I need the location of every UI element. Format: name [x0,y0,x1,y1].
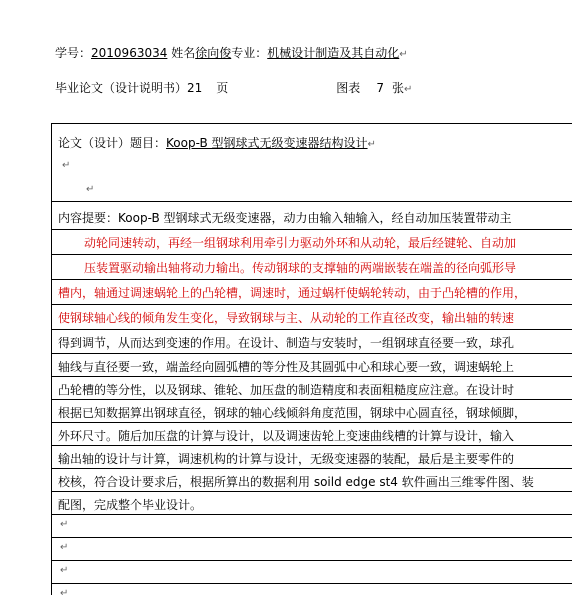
abstract-line [52,469,572,492]
abstract-text-5: 得到调节，从而达到变速的作用。在设计、制造与安装时，一组钢球直径要一致，球孔 [58,336,515,350]
title-text [58,134,376,151]
abstract-line [52,400,572,423]
paragraph-mark-icon: ↵ [62,160,71,171]
pages-unit: 页 [216,81,229,95]
student-info-line [55,44,408,61]
name-label: 姓名 [167,46,196,60]
abstract-line [52,305,572,330]
abstract-line [52,330,572,354]
abstract-line [52,280,572,305]
abstract-text-6: 轴线与直径要一致，端盖经向圆弧槽的等分性及其圆弧中心和球心要一致，调速蜗轮上 [58,360,515,374]
abstract-line [52,255,572,280]
abstract-text-0: Koop-B 型钢球式无级变速器，动力由输入轴输入，经自动加压装置带动主 [118,211,512,225]
abstract-label: 内容提要： [58,211,119,225]
student-name-value: 徐向俊 [195,46,232,60]
title-cell [52,124,572,202]
paragraph-mark-icon: ↵ [86,184,95,195]
paragraph-mark-icon: ↵ [60,565,69,576]
abstract-text-7: 凸轮槽的等分性，以及钢球、锥轮、加压盘的制造精度和表面粗糙度应注意。在设计时 [58,383,515,397]
abstract-text-4: 使钢球轴心线的倾角发生变化，导致钢球与主、从动轮的工作直径改变，输出轴的转速 [58,311,515,325]
abstract-text-12: 配图，完成整个毕业设计。 [58,498,203,512]
abstract-text [58,209,512,226]
figures-count: 7 [376,81,384,95]
abstract-text-10: 输出轴的设计与计算，调速机构的计算与设计，无级变速器的装配，最后是主要零件的 [58,452,515,466]
paragraph-mark-icon: ↵ [367,139,376,150]
paragraph-mark-icon: ↵ [403,84,413,95]
paragraph-mark-icon: ↵ [399,49,408,60]
paragraph-mark-icon: ↵ [60,542,69,553]
major-value: 机械设计制造及其自动化 [267,46,400,60]
paragraph-mark-icon: ↵ [60,588,69,595]
abstract-line [52,377,572,400]
student-id-label: 学号： [55,46,92,60]
title-label: 论文（设计）题目： [58,136,167,150]
figures-label: 图表 [336,81,361,95]
abstract-text-1: 动轮同速转动，再经一组钢球利用牵引力驱动外环和从动轮，最后经键轮、自动加 [84,236,517,250]
abstract-text-3: 槽内，轴通过调速蜗轮上的凸轮槽，调速时，通过蜗杆使蜗轮转动，由于凸轮槽的作用， [58,286,527,300]
abstract-line [52,492,572,515]
empty-line [52,561,572,584]
empty-line [52,515,572,538]
empty-line [52,538,572,561]
abstract-line [52,202,572,230]
student-id-value: 2010963034 [91,46,168,60]
empty-line [52,584,572,595]
abstract-text-9: 外环尺寸。随后加压盘的计算与设计，以及调速齿轮上变速曲线槽的计算与设计，输入 [58,429,515,443]
abstract-line [52,354,572,377]
thesis-pages-label: 毕业论文（设计说明书）21 [55,81,203,95]
abstract-text-11: 校核，符合设计要求后，根据所算出的数据利用 soild edge st4 软件画出三维零件图、装 [58,475,534,489]
abstract-line [52,423,572,446]
abstract-line [52,230,572,255]
thesis-title: Koop-B 型钢球式无级变速器结构设计 [166,136,368,150]
major-label: 专业： [231,46,268,60]
paragraph-mark-icon: ↵ [60,519,69,530]
abstract-line [52,446,572,469]
thesis-info-table [51,123,572,595]
thesis-stats-line [55,79,412,96]
abstract-text-8: 根据已知数据算出钢球直径，钢球的轴心线倾斜角度范围，钢球中心圆直径，钢球倾脚， [58,406,527,420]
abstract-text-2: 压装置驱动输出轴将动力输出。传动钢球的支撑轴的两端嵌装在端盖的径向弧形导 [84,261,517,275]
figures-unit: 张 [391,81,404,95]
